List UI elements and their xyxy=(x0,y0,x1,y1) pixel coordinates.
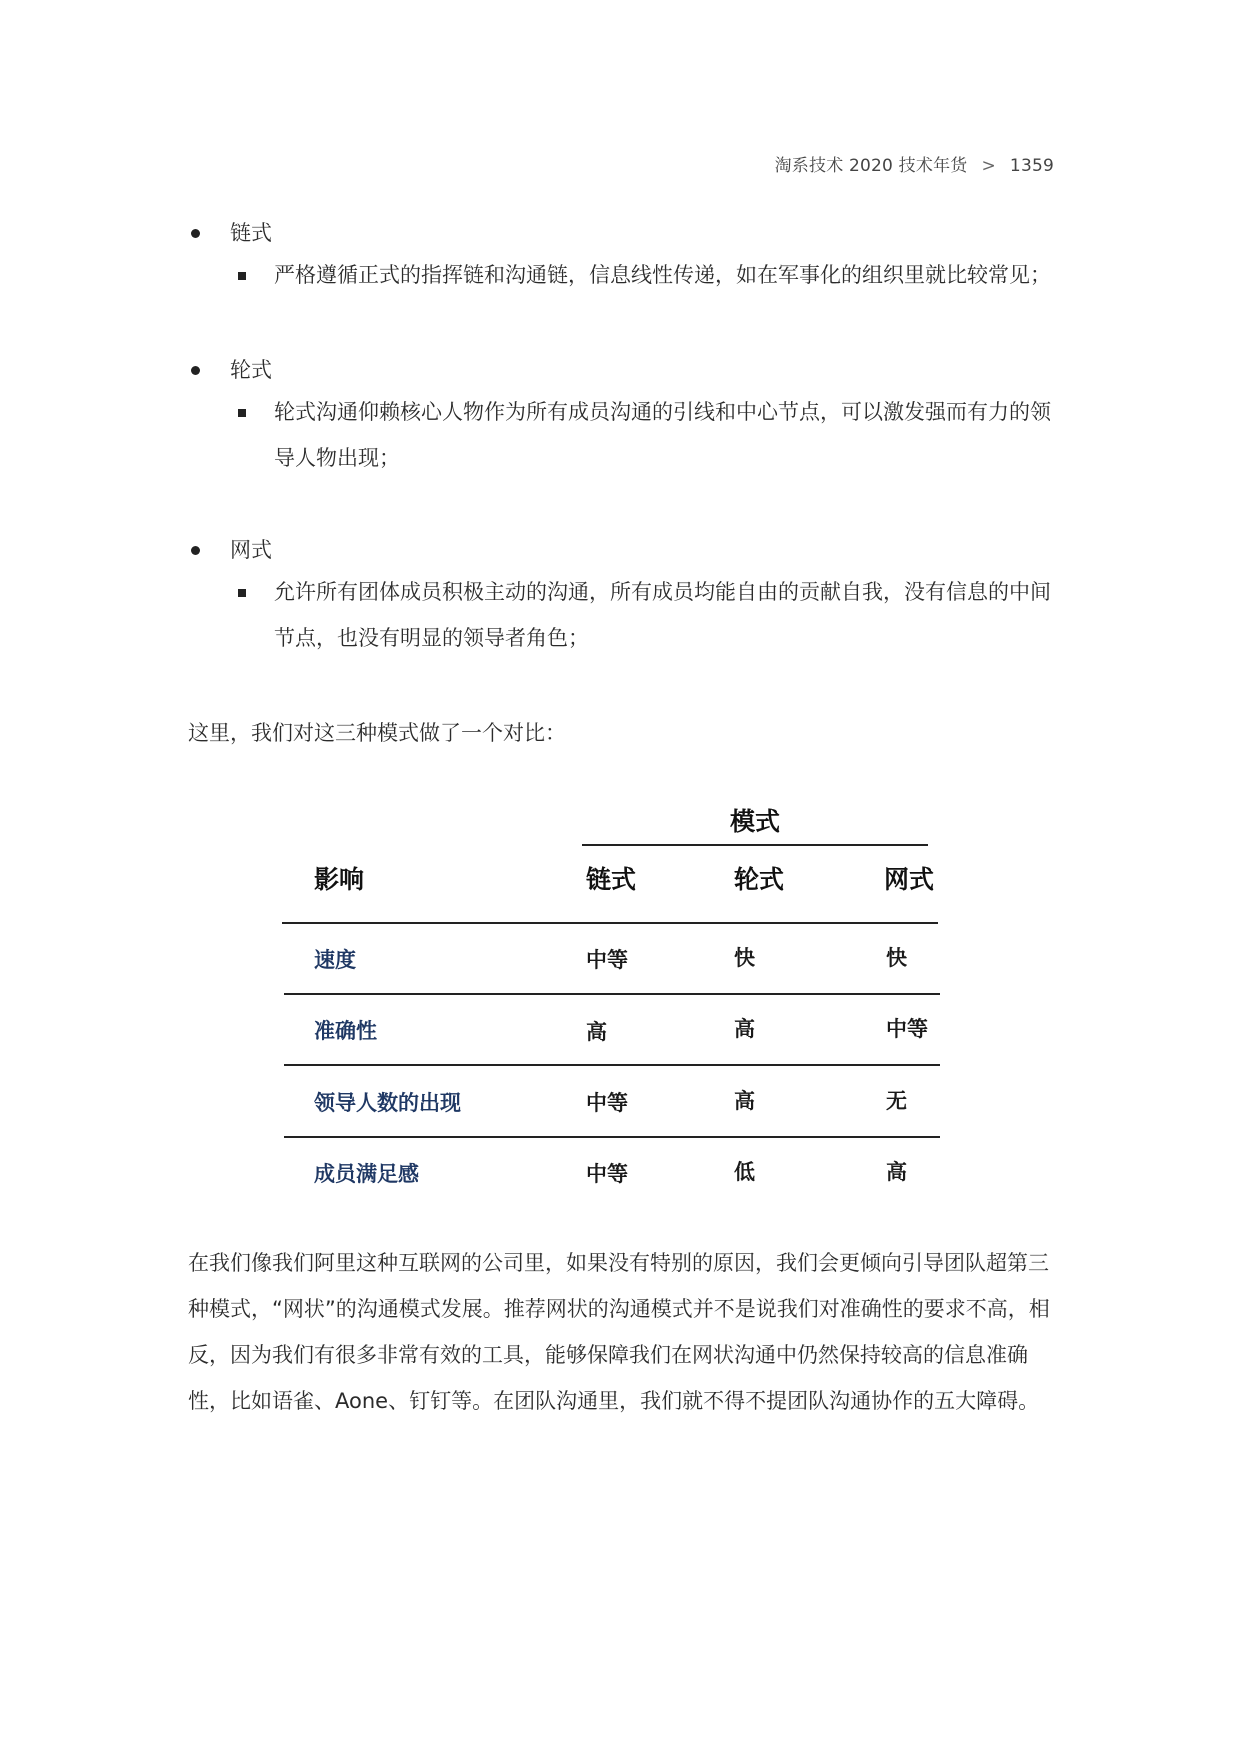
table-row-header: 影响 xyxy=(314,865,365,894)
group-header-rule xyxy=(582,844,928,846)
table-cell: 中等 xyxy=(586,948,628,972)
page-number: 1359 xyxy=(1009,156,1054,176)
row-rule xyxy=(284,1136,940,1138)
column-header: 链式 xyxy=(586,865,637,894)
section-wheel xyxy=(188,355,1058,481)
column-header: 轮式 xyxy=(734,865,785,894)
table-cell: 中等 xyxy=(586,1091,628,1115)
section-title: 轮式 xyxy=(188,355,1058,385)
section-title: 链式 xyxy=(188,218,1058,248)
book-title: 淘系技术 2020 技术年货 xyxy=(774,156,968,176)
row-label: 领导人数的出现 xyxy=(314,1091,461,1115)
table-cell: 无 xyxy=(886,1089,907,1113)
comparison-table xyxy=(282,796,942,1196)
section-title: 网式 xyxy=(188,535,1058,565)
row-rule xyxy=(284,993,940,995)
table-cell: 低 xyxy=(734,1160,755,1184)
row-label: 速度 xyxy=(314,948,356,972)
header-separator: > xyxy=(981,156,996,176)
row-label: 成员满足感 xyxy=(314,1162,419,1186)
row-rule xyxy=(284,1064,940,1066)
conclusion-paragraph: 在我们像我们阿里这种互联网的公司里，如果没有特别的原因，我们会更倾向引导团队超第三种模式，“网状”的沟通模式发展。推荐网状的沟通模式并不是说我们对准确性的要求不高，相反，因为我们有很多非常有效的工具，能够保障我们在网状沟通中仍然保持较高的信息准确性，比如语雀、Aone、钉钉等。在团队沟通里，我们就不得不提团队沟通协作的五大障碍。 xyxy=(188,1251,1050,1413)
row-label: 准确性 xyxy=(314,1019,377,1043)
table-cell: 高 xyxy=(734,1089,755,1113)
table-cell: 高 xyxy=(886,1160,907,1184)
section-network xyxy=(188,535,1058,661)
section-chain xyxy=(188,218,1058,298)
table-cell: 中等 xyxy=(586,1162,628,1186)
table-cell: 中等 xyxy=(886,1017,928,1041)
section-description: 轮式沟通仰赖核心人物作为所有成员沟通的引线和中心节点，可以激发强而有力的领导人物出现； xyxy=(230,389,1058,481)
table-group-header: 模式 xyxy=(730,807,781,836)
intro-paragraph: 这里，我们对这三种模式做了一个对比： xyxy=(188,721,566,745)
table-cell: 快 xyxy=(886,946,907,970)
section-description: 严格遵循正式的指挥链和沟通链，信息线性传递，如在军事化的组织里就比较常见； xyxy=(230,252,1058,298)
section-description: 允许所有团体成员积极主动的沟通，所有成员均能自由的贡献自我，没有信息的中间节点，也没有明显的领导者角色； xyxy=(230,569,1058,661)
table-cell: 快 xyxy=(734,946,755,970)
column-header: 网式 xyxy=(884,865,935,894)
page-header xyxy=(775,151,1054,176)
header-rule xyxy=(282,922,938,924)
table-cell: 高 xyxy=(586,1020,607,1044)
table-cell: 高 xyxy=(734,1017,755,1041)
